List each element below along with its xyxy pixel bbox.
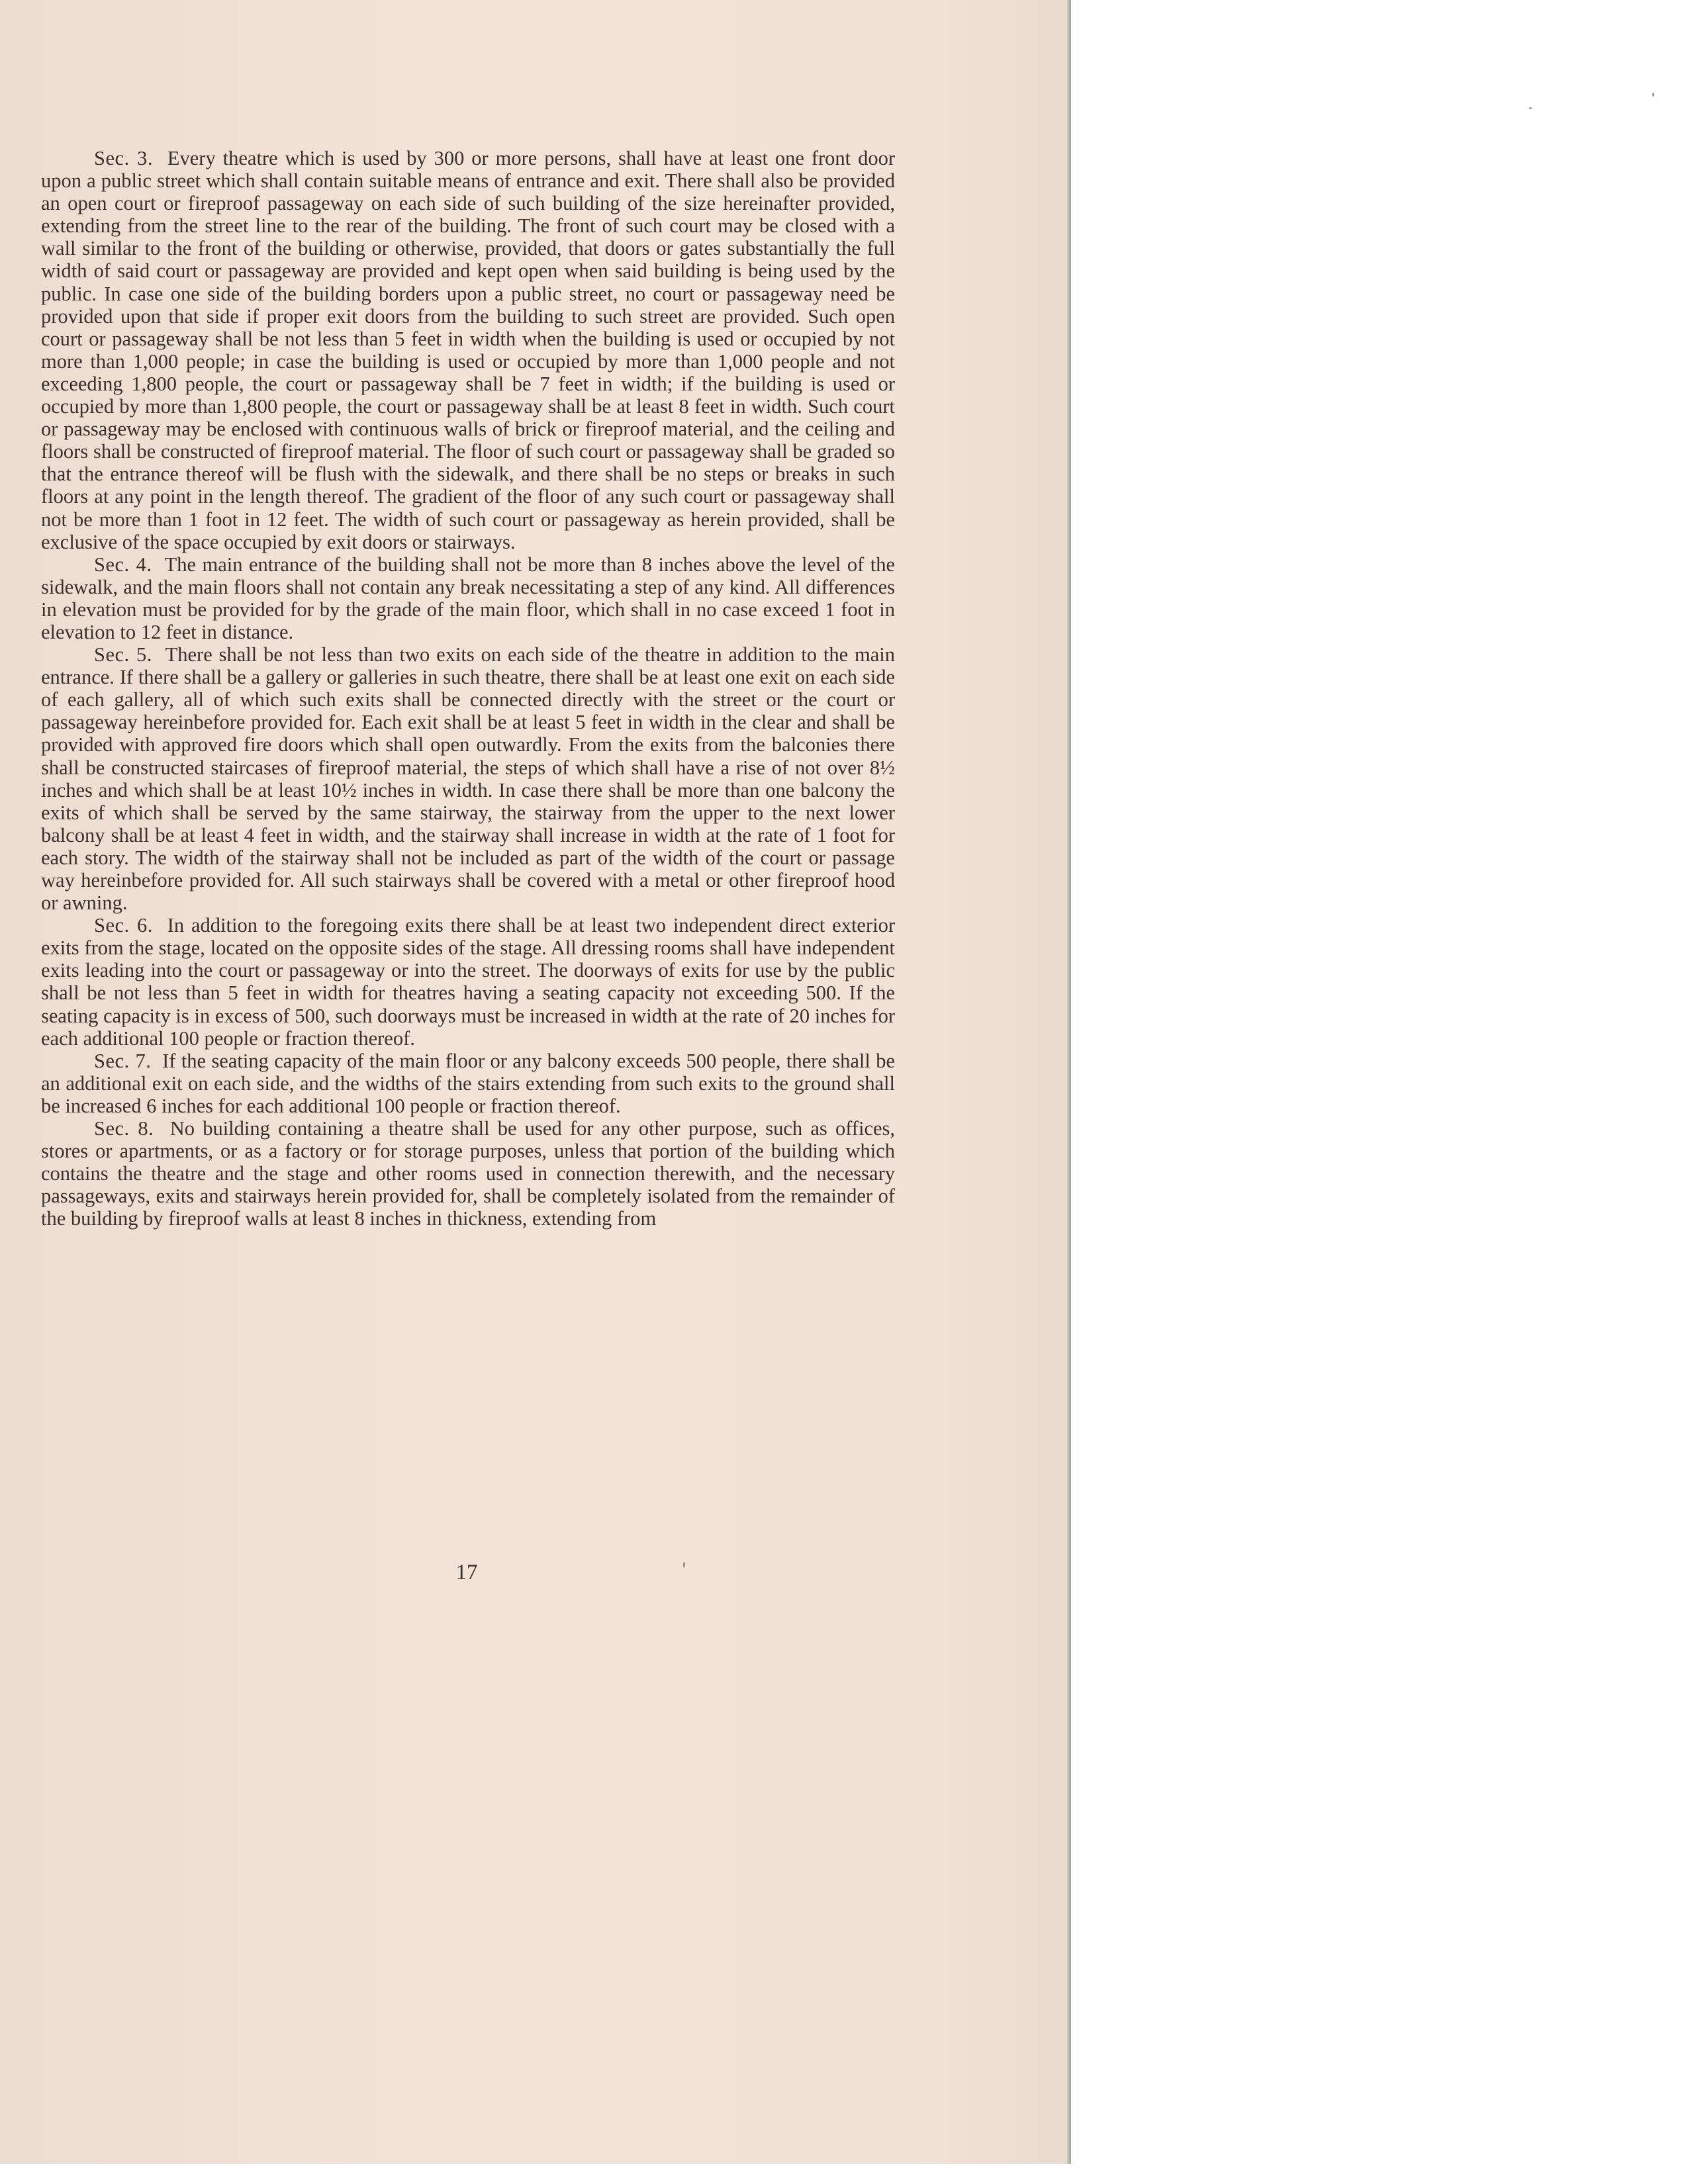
section-label: Sec. 4. xyxy=(94,553,152,576)
section-4 xyxy=(41,553,895,643)
section-label: Sec. 5. xyxy=(94,643,152,666)
section-label: Sec. 3. xyxy=(94,147,153,169)
section-label: Sec. 8. xyxy=(94,1117,154,1140)
section-7 xyxy=(41,1050,895,1117)
section-5 xyxy=(41,643,895,914)
section-3 xyxy=(41,147,895,553)
paper-speck xyxy=(683,1562,685,1568)
body-text xyxy=(41,147,895,1230)
scanner-speck xyxy=(1529,107,1532,109)
section-8 xyxy=(41,1117,895,1230)
page-edge xyxy=(1067,0,1071,2164)
section-label: Sec. 7. xyxy=(94,1049,152,1072)
section-text: Every theatre which is used by 300 or more persons, shall have at least one front door upon a public street which shall contain suitable means of entrance and exit. There shall also be provided an open court or fireproof passageway on each side of such building of the size hereinafter provided, extending from the street line to the rear of the building. The front of such court may be closed with a wall similar to the front of the building or otherwise, provided, that doors or gates substantially the full width of said court or passageway are provided and kept open when said building is being used by the public. In case one side of the building borders upon a public street, no court or passageway need be provided upon that side if proper exit doors from the building to such street are provided. Such open court or passageway shall be not less than 5 feet in width when the building is used or occupied by not more than 1,000 people; in case the building is used or occupied by more than 1,000 people and not exceeding 1,800 people, the court or passageway shall be 7 feet in width; if the building is used or occupied by more than 1,800 people, the court or passageway shall be at least 8 feet in width. Such court or passageway may be enclosed with continuous walls of brick or fireproof material, and the ceiling and floors shall be constructed of fireproof material. The floor of such court or passageway shall be graded so that the entrance thereof will be flush with the sidewalk, and there shall be no steps or breaks in such floors at any point in the length thereof. The gradient of the floor of any such court or passageway shall not be more than 1 foot in 12 feet. The width of such court or passageway as herein provided, shall be exclusive of the space occupied by exit doors or stairways. xyxy=(41,147,895,553)
section-text: No building containing a theatre shall be used for any other purpose, such as offices, stores or apartments, or as a factory or for storage purposes, unless that portion of the building which contains the theatre and the stage and other rooms used in connection therewith, and the necessary passageways, exits and stairways herein provided for, shall be completely isolated from the remainder of the building by fireproof walls at least 8 inches in thickness, extending from xyxy=(41,1117,896,1230)
section-text: The main entrance of the building shall not be more than 8 inches above the level of the sidewalk, and the main floors shall not contain any break necessitating a step of any kind. All differences in elevation must be provided for by the grade of the main floor, which shall in no case exceed 1 foot in elevation to 12 feet in distance. xyxy=(41,553,895,643)
section-text: If the seating capacity of the main floor or any balcony exceeds 500 people, there shall be an additional exit on each side, and the widths of the stairs extending from such exits to the ground shall be increased 6 inches for each additional 100 people or fraction thereof. xyxy=(41,1049,895,1117)
scanner-speck xyxy=(1652,93,1654,97)
page-number: 17 xyxy=(455,1561,478,1584)
section-text: There shall be not less than two exits on each side of the theatre in addition to the main entrance. If there shall be a gallery or galleries in such theatre, there shall be at least one exit on each side of each gallery, all of which such exits shall be connected directly with the street or the court or passageway hereinbefore provided for. Each exit shall be at least 5 feet in width in the clear and shall be provided with approved fire doors which shall open outwardly. From the exits from the balconies there shall be constructed staircases of fireproof material, the steps of which shall have a rise of not over 8½ inches and which shall be at least 10½ inches in width. In case there shall be more than one balcony the exits of which shall be served by the same stairway, the stairway from the upper to the next lower balcony shall be at least 4 feet in width, and the stairway shall increase in width at the rate of 1 foot for each story. The width of the stairway shall not be included as part of the width of the court or passage way hereinbefore provided for. All such stairways shall be covered with a metal or other fireproof hood or awning. xyxy=(41,643,896,915)
section-6 xyxy=(41,914,895,1050)
section-label: Sec. 6. xyxy=(94,914,153,937)
section-text: In addition to the foregoing exits there shall be at least two independent direct exterior exits from the stage, located on the opposite sides of the stage. All dressing rooms shall have independent exits leading into the court or passageway or into the street. The doorways of exits for use by the public shall be not less than 5 feet in width for theatres having a seating capacity not exceeding 500. If the seating capacity is in excess of 500, such doorways must be increased in width at the rate of 20 inches for each additional 100 people or fraction thereof. xyxy=(41,914,896,1050)
